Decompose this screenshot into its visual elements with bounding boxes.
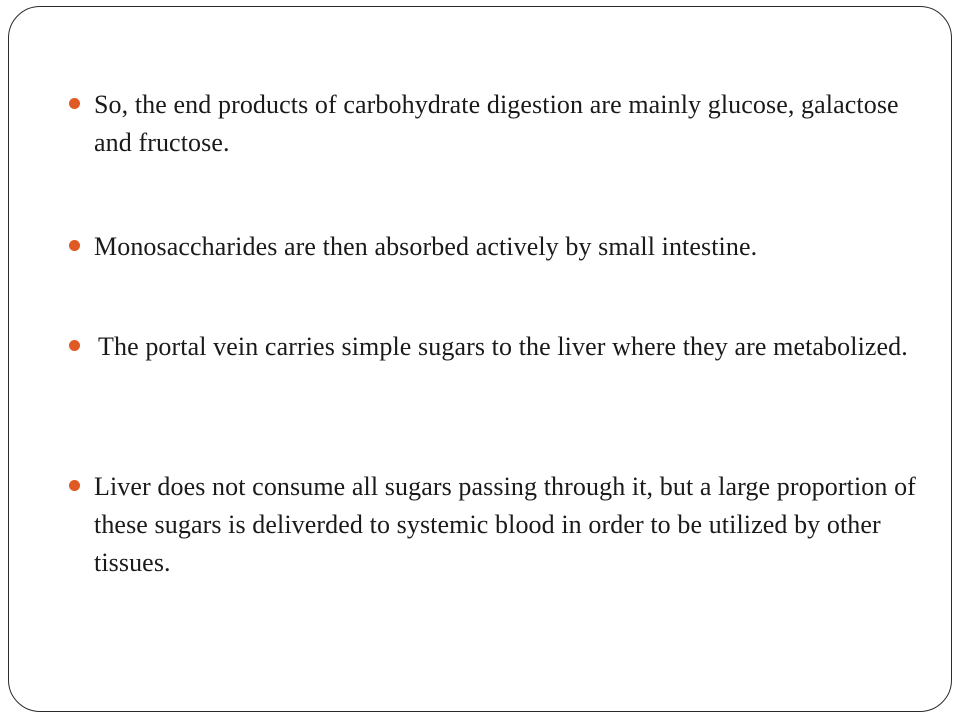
bullet-item (69, 328, 929, 366)
bullet-item (69, 228, 929, 266)
bullet-dot-icon (69, 480, 80, 491)
bullet-dot-icon (69, 98, 80, 109)
bullet-dot-icon (69, 340, 80, 351)
bullet-item (69, 86, 929, 162)
slide-frame (8, 6, 952, 712)
bullet-text: The portal vein carries simple sugars to the liver where they are metabolized. (98, 332, 908, 361)
bullet-text: Monosaccharides are then absorbed actively by small intestine. (94, 232, 758, 261)
bullet-dot-icon (69, 240, 80, 251)
bullet-text: Liver does not consume all sugars passing through it, but a large proportion of these sugars is deliverded to systemic blood in order to be utilized by other tissues. (94, 472, 916, 577)
bullet-text: So, the end products of carbohydrate digestion are mainly glucose, galactose and fructose. (94, 90, 899, 157)
bullet-list (9, 7, 951, 711)
bullet-item (69, 468, 929, 582)
